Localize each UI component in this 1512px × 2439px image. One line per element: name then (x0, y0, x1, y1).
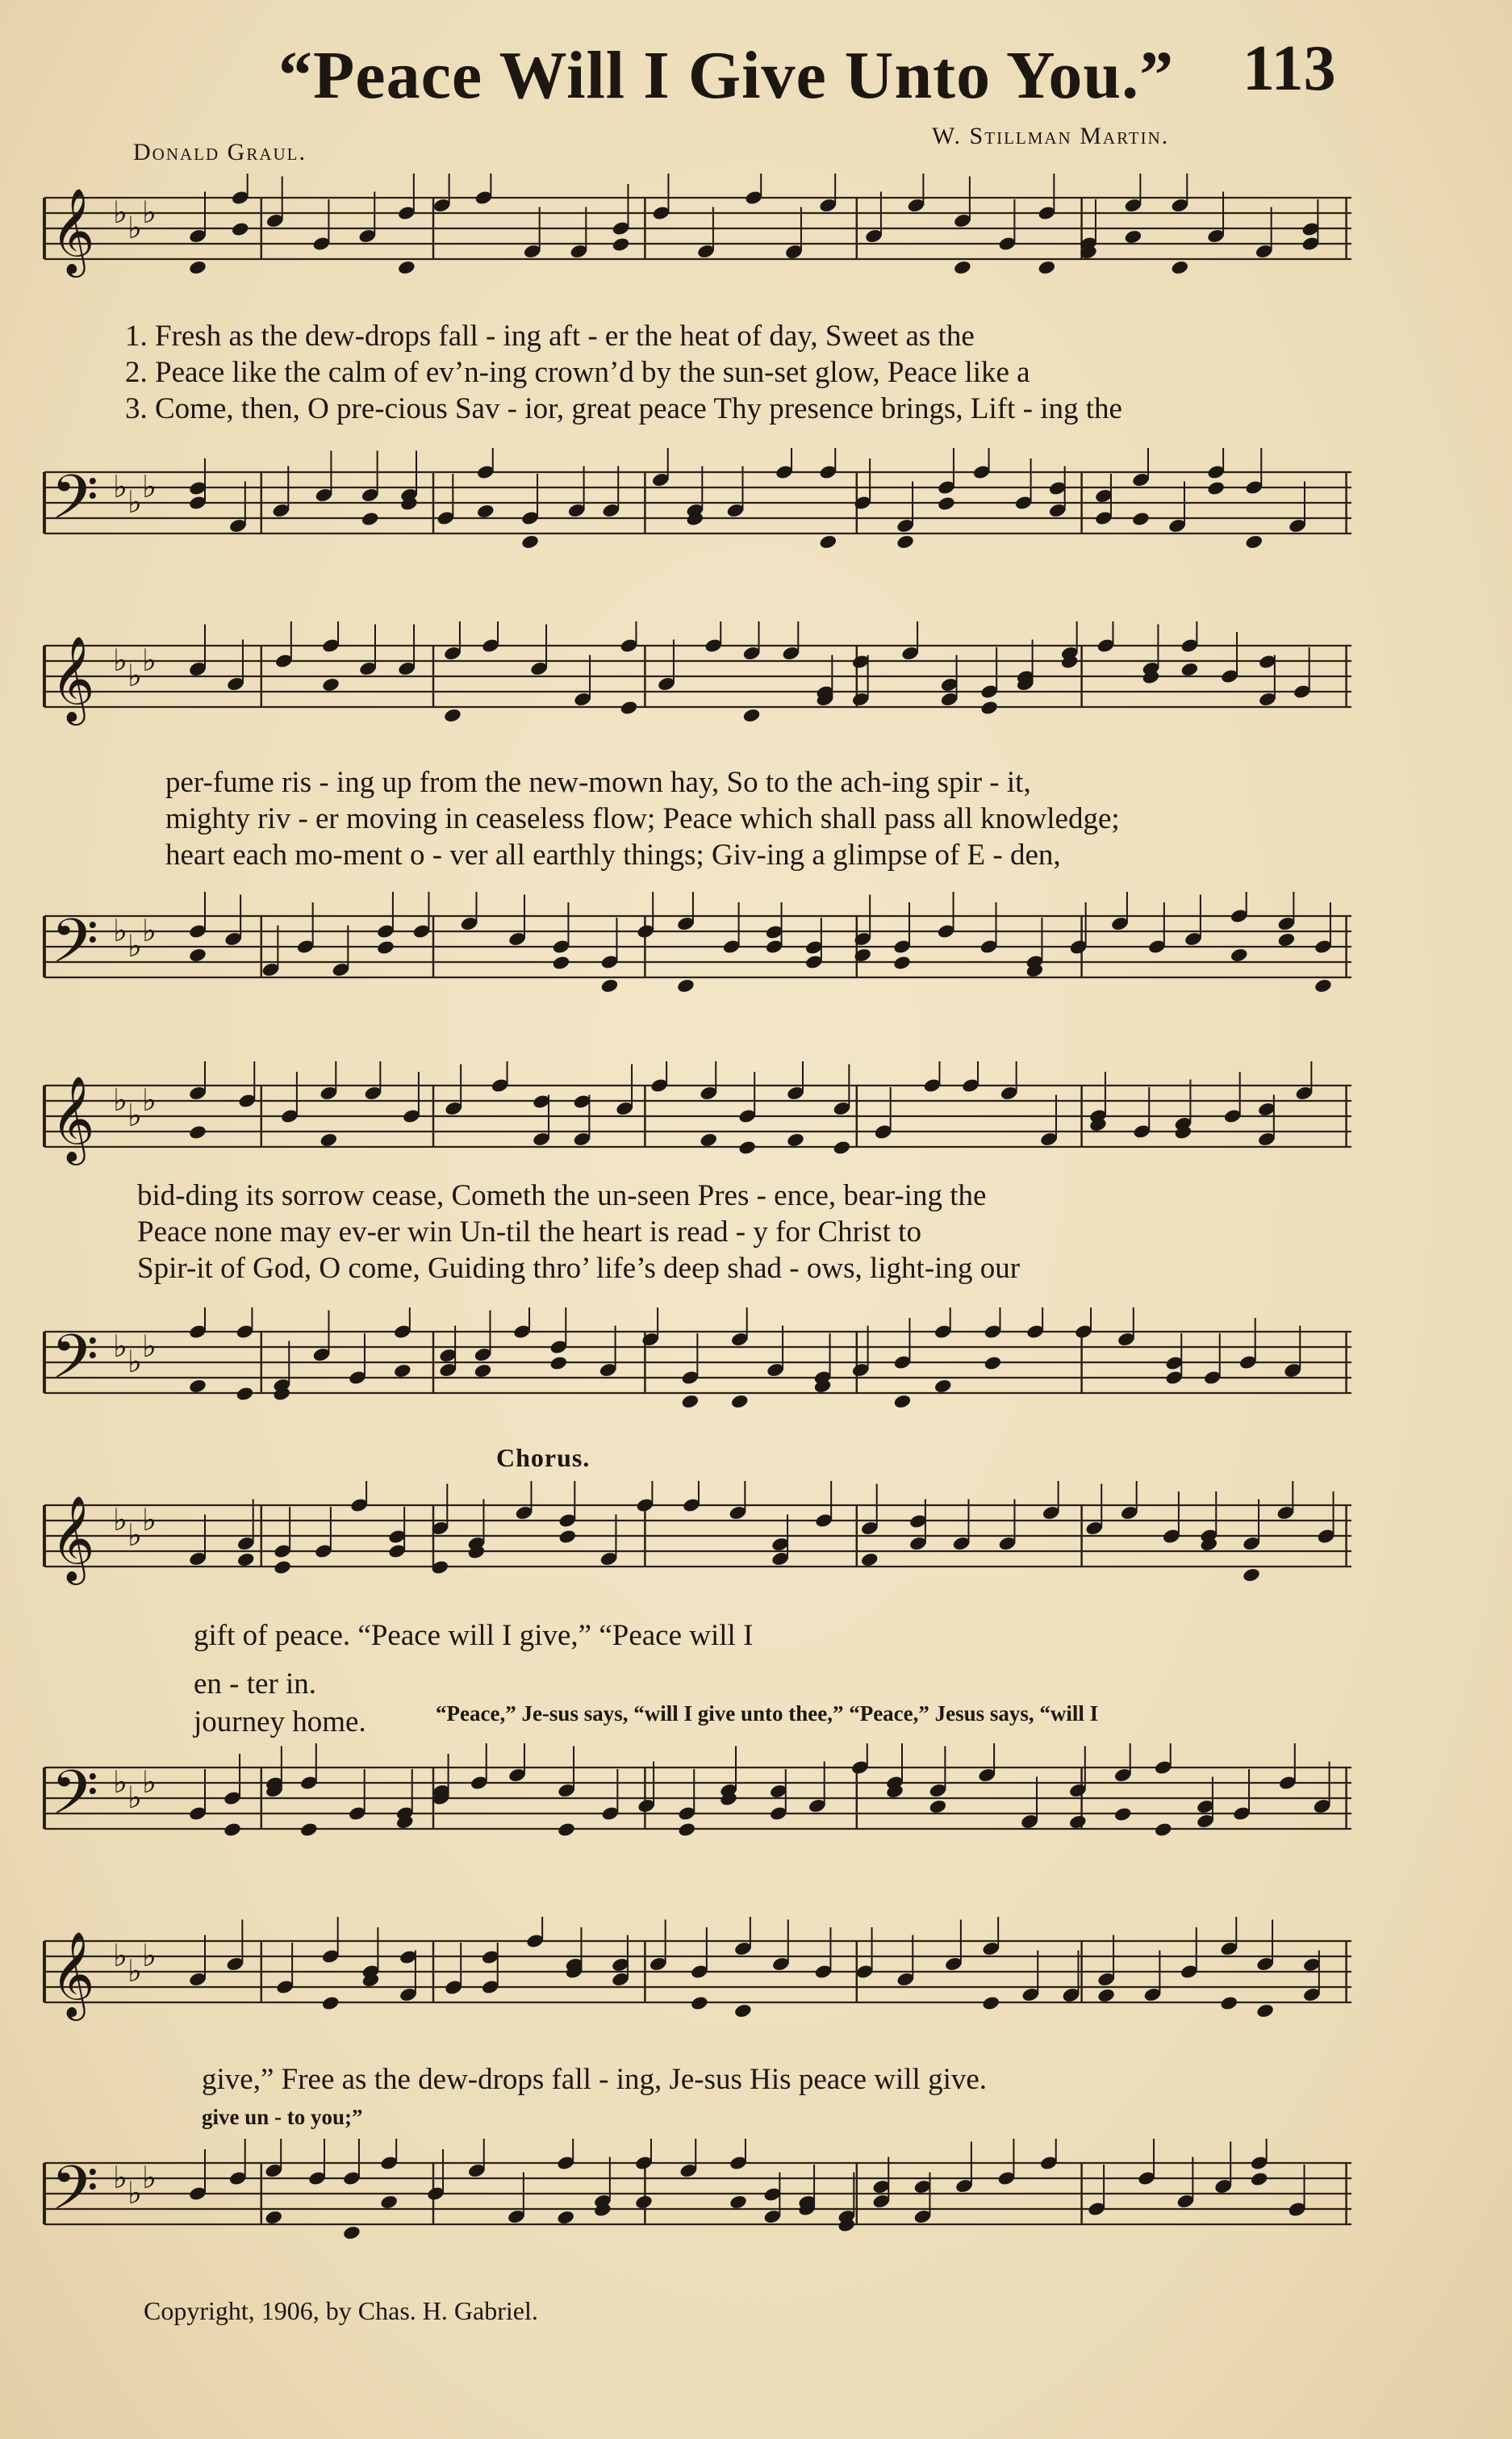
bass-staff (36, 448, 1360, 569)
bass-staff (36, 1743, 1360, 1864)
svg-text:♭: ♭ (142, 642, 157, 678)
svg-text:♭: ♭ (113, 1328, 127, 1364)
lyric-line: gift of peace. “Peace will I give,” “Peace will I (194, 1619, 754, 1652)
svg-text:𝄢: 𝄢 (51, 1321, 99, 1408)
svg-text:♭: ♭ (113, 642, 127, 678)
svg-text:♭: ♭ (127, 928, 142, 964)
svg-text:♭: ♭ (127, 1953, 142, 1989)
svg-text:♭: ♭ (142, 469, 157, 504)
copyright-notice: Copyright, 1906, by Chas. H. Gabriel. (144, 2296, 538, 2325)
lyric-line: Spir-it of God, O come, Guiding thro’ life’s deep shad - ows, light-ing our (137, 1252, 1021, 1285)
svg-text:♭: ♭ (113, 2160, 127, 2195)
svg-text:𝄢: 𝄢 (51, 906, 99, 992)
lyric-line: journey home. (194, 1705, 366, 1738)
chorus-label: Chorus. (496, 1443, 591, 1472)
svg-text:𝄢: 𝄢 (51, 2152, 99, 2239)
svg-text:♭: ♭ (113, 1938, 127, 1973)
words-credit: Donald Graul. (133, 139, 307, 165)
bass-staff (36, 2139, 1360, 2260)
svg-text:♭: ♭ (142, 1764, 157, 1800)
svg-text:♭: ♭ (142, 2160, 157, 2195)
svg-text:♭: ♭ (113, 469, 127, 504)
svg-text:♭: ♭ (127, 2175, 142, 2211)
svg-text:𝄢: 𝄢 (51, 1757, 99, 1843)
svg-text:𝄢: 𝄢 (51, 462, 99, 548)
svg-text:𝄞: 𝄞 (51, 1931, 95, 2017)
svg-text:♭: ♭ (142, 913, 157, 948)
svg-text:♭: ♭ (113, 1082, 127, 1118)
svg-text:♭: ♭ (113, 913, 127, 948)
svg-text:♭: ♭ (127, 210, 142, 245)
lyric-line: 1. Fresh as the dew-drops fall - ing aft - er the heat of day, Sweet as the (125, 320, 975, 353)
lyric-line: heart each mo-ment o - ver all earthly things; Giv-ing a glimpse of E - den, (165, 839, 1061, 872)
treble-staff (36, 174, 1360, 295)
hymn-title: “Peace Will I Give Unto You.” (278, 38, 1175, 113)
page-number: 113 (1243, 33, 1336, 104)
lyric-line: en - ter in. (194, 1667, 317, 1701)
svg-text:♭: ♭ (113, 1764, 127, 1800)
svg-text:𝄞: 𝄞 (51, 635, 95, 722)
alto-lyric-line: “Peace,” Je-sus says, “will I give unto thee,” “Peace,” Jesus says, “will I (436, 1701, 1099, 1726)
svg-text:♭: ♭ (113, 1502, 127, 1537)
svg-text:♭: ♭ (127, 1098, 142, 1133)
svg-text:♭: ♭ (142, 1082, 157, 1118)
treble-staff (36, 1061, 1360, 1182)
lyric-line: mighty riv - er moving in ceaseless flow; Peace which shall pass all knowledge; (165, 802, 1120, 835)
lyric-line: Peace none may ev-er win Un-til the heart is read - y for Christ to (137, 1215, 921, 1249)
svg-text:♭: ♭ (127, 1517, 142, 1553)
bass-staff (36, 1307, 1360, 1429)
lyric-line: per-fume ris - ing up from the new-mown hay, So to the ach-ing spir - it, (165, 766, 1031, 799)
lyric-line: 3. Come, then, O pre-cious Sav - ior, great peace Thy presence brings, Lift - ing the (125, 392, 1122, 425)
svg-text:𝄞: 𝄞 (51, 1075, 95, 1161)
treble-staff (36, 1917, 1360, 2038)
svg-text:♭: ♭ (127, 484, 142, 520)
music-credit: W. Stillman Martin. (932, 123, 1170, 149)
svg-text:𝄞: 𝄞 (51, 1495, 95, 1581)
svg-text:♭: ♭ (113, 195, 127, 230)
svg-text:♭: ♭ (142, 1328, 157, 1364)
svg-text:♭: ♭ (127, 1344, 142, 1379)
lyric-line: 2. Peace like the calm of ev’n-ing crown’d by the sun-set glow, Peace like a (125, 356, 1030, 389)
lyric-line: give,” Free as the dew-drops fall - ing, Je-sus His peace will give. (202, 2063, 988, 2096)
bass-staff (36, 892, 1360, 1013)
svg-text:♭: ♭ (142, 195, 157, 230)
svg-text:𝄞: 𝄞 (51, 187, 95, 274)
svg-text:♭: ♭ (127, 1780, 142, 1815)
lyric-line: bid-ding its sorrow cease, Cometh the un-seen Pres - ence, bear-ing the (137, 1179, 987, 1212)
svg-text:♭: ♭ (142, 1938, 157, 1973)
svg-text:♭: ♭ (127, 658, 142, 693)
svg-text:♭: ♭ (142, 1502, 157, 1537)
treble-staff (36, 621, 1360, 743)
treble-staff (36, 1481, 1360, 1602)
alto-lyric-line: give un - to you;” (202, 2105, 363, 2129)
